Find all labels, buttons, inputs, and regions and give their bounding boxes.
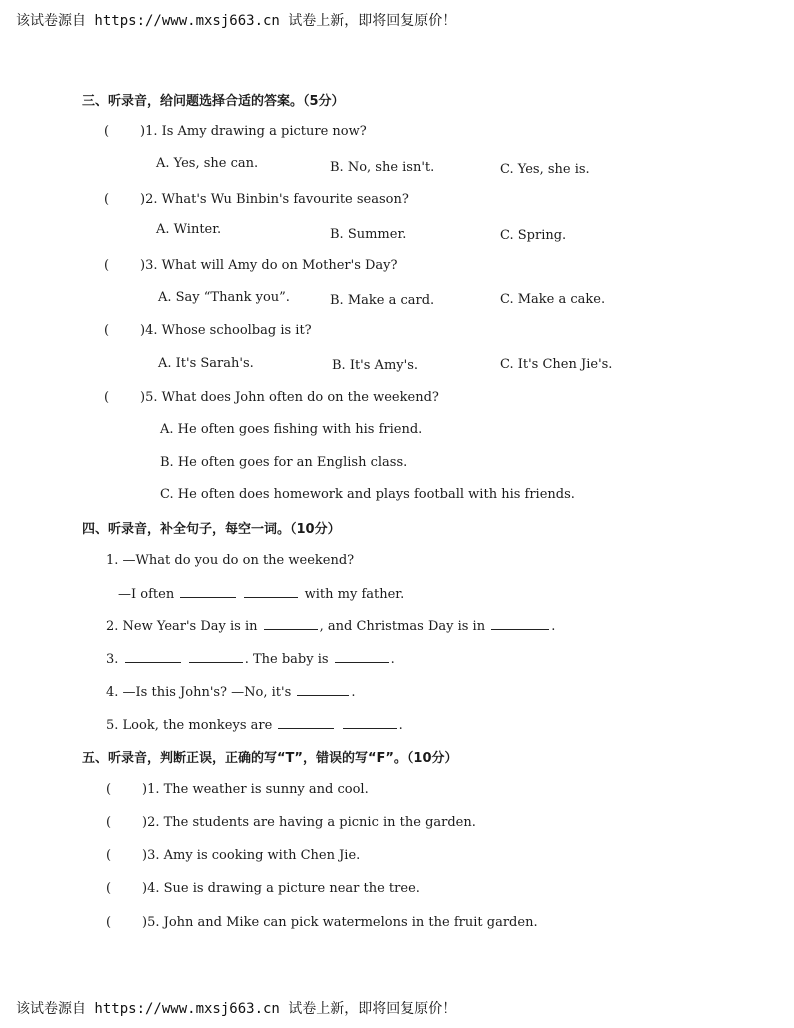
s3-q3-option-c: C. Make a cake. [500,292,606,307]
section3-title: 三、听录音，给问题选择合适的答案。（5分） [82,94,345,109]
blank[interactable] [244,585,298,598]
s3-q1-option-c: C. Yes, she is. [500,162,590,177]
s3-q3-option-a: A. Say “Thank you”. [158,290,290,305]
s4-line5: 5. Look, the monkeys are . [106,718,403,733]
s5-item3: ( )3. Amy is cooking with Chen Jie. [106,848,361,863]
s4-line1b: —I often with my father. [118,587,405,602]
s3-q4: ( )4. Whose schoolbag is it? [104,323,312,338]
blank[interactable] [125,650,181,663]
s3-q4-option-b: B. It's Amy's. [332,358,418,373]
s3-q5-option-b: B. He often goes for an English class. [160,455,408,470]
blank[interactable] [343,716,397,729]
s3-q4-option-c: C. It's Chen Jie's. [500,357,613,372]
s5-item4: ( )4. Sue is drawing a picture near the tree. [106,881,420,896]
watermark-top: 该试卷源自 https://www.mxsj663.cn 试卷上新，即将回复原价！ [16,13,457,29]
s3-q2: ( )2. What's Wu Binbin's favourite season? [104,192,409,207]
s5-item2: ( )2. The students are having a picnic in the garden. [106,815,476,830]
blank[interactable] [180,585,236,598]
blank[interactable] [297,683,349,696]
s4-line4: 4. —Is this John's? —No, it's . [106,685,356,700]
s5-item1: ( )1. The weather is sunny and cool. [106,782,369,797]
s3-q1-option-a: A. Yes, she can. [156,156,259,171]
blank[interactable] [278,716,334,729]
s4-line1a: 1. —What do you do on the weekend? [106,553,355,568]
blank[interactable] [264,617,318,630]
s3-q2-option-c: C. Spring. [500,228,567,243]
s3-q5: ( )5. What does John often do on the weekend? [104,390,439,405]
s3-q5-option-a: A. He often goes fishing with his friend. [160,422,423,437]
watermark-bottom: 该试卷源自 https://www.mxsj663.cn 试卷上新，即将回复原价！ [16,1001,457,1017]
section4-title: 四、听录音，补全句子，每空一词。（10分） [82,522,341,537]
blank[interactable] [491,617,549,630]
s4-line3: 3. . The baby is . [106,652,395,667]
s3-q3-option-b: B. Make a card. [330,293,435,308]
s3-q5-option-c: C. He often does homework and plays football with his friends. [160,487,575,502]
s4-line2: 2. New Year's Day is in , and Christmas Day is in . [106,619,556,634]
s3-q2-option-b: B. Summer. [330,227,407,242]
s5-item5: ( )5. John and Mike can pick watermelons in the fruit garden. [106,915,538,930]
blank[interactable] [189,650,243,663]
s3-q1-option-b: B. No, she isn't. [330,160,435,175]
s3-q4-option-a: A. It's Sarah's. [158,356,254,371]
s3-q2-option-a: A. Winter. [156,222,222,237]
section5-title: 五、听录音，判断正误，正确的写“T”，错误的写“F”。（10分） [82,751,458,766]
s3-q3: ( )3. What will Amy do on Mother's Day? [104,258,398,273]
s3-q1: ( )1. Is Amy drawing a picture now? [104,124,367,139]
blank[interactable] [335,650,389,663]
